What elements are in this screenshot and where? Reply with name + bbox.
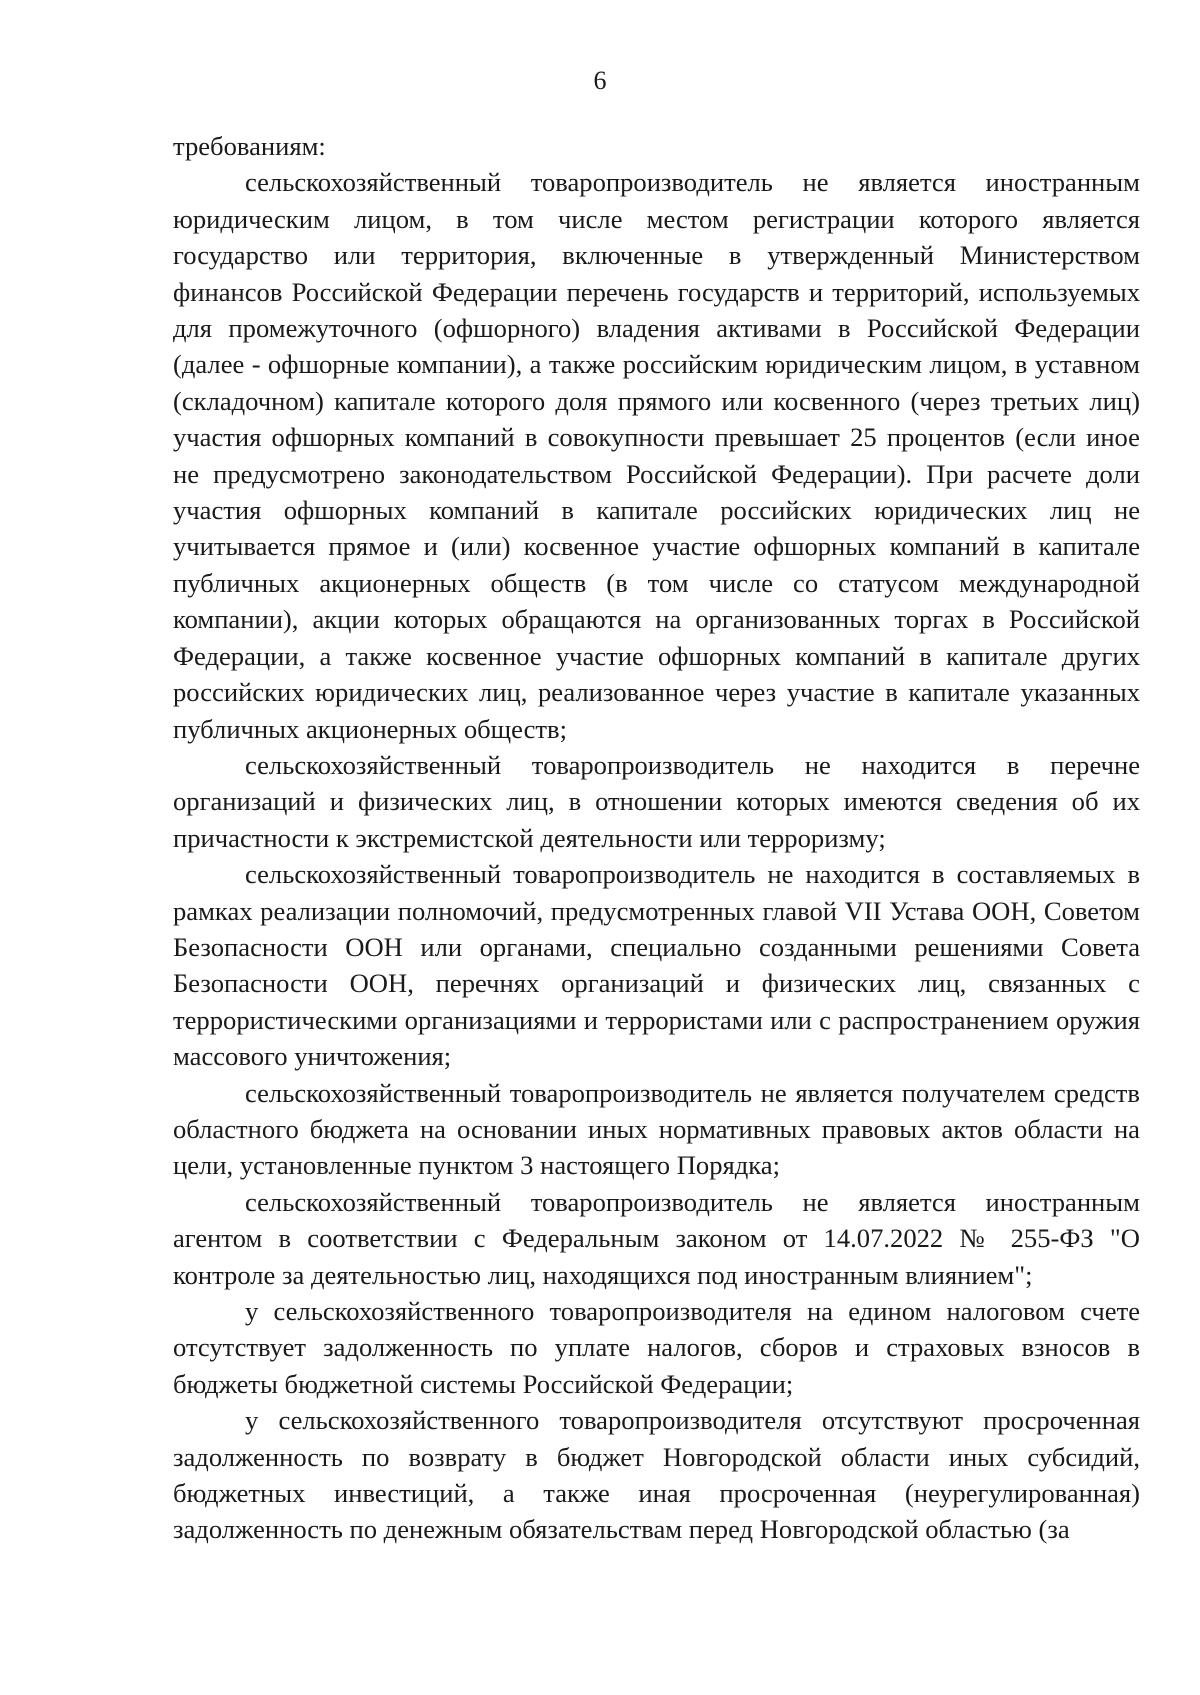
paragraph-extremism-list: сельскохозяйственный товаропроизводитель не находится в перечне организаций и физических лиц, в отношении которых имеются сведения об их причастности к экстремистской деятельности или терроризму; xyxy=(173,749,1140,853)
paragraph-offshore-requirement: сельскохозяйственный товаропроизводитель не является иностранным юридическим лицом, в том числе местом регистрации которого является государство или территория, включенные в утвержденный Министерством финансов Российской Федерации перечень государств и территорий, используемых для промежуточного (офшорного) владения активами в Российской Федерации (далее - офшорные компании), а также российским юридическим лицом, в уставном (складочном) капитале которого доля прямого или косвенного (через третьих лиц) участия офшорных компаний в совокупности превышает 25 процентов (если иное не предусмотрено законодательством Российской Федерации). При расчете доли участия офшорных компаний в капитале российских юридических лиц не учитывается прямое и (или) косвенное участие офшорных компаний в капитале публичных акционерных обществ (в том числе со статусом международной компании), акции которых обращаются на организованных торгах в Российской Федерации, а также косвенное участие офшорных компаний в капитале других российских юридических лиц, реализованное через участие в капитале указанных публичных акционерных обществ; xyxy=(173,167,1140,744)
document-body xyxy=(173,128,1140,1548)
paragraph-overdue-debt: у сельскохозяйственного товаропроизводителя отсутствуют просроченная задолженность по возврату в бюджет Новгородской области иных субсидий, бюджетных инвестиций, а также иная просроченная (неурегулированная) задолженность по денежным обязательствам перед Новгородской областью (за xyxy=(173,1405,1140,1545)
paragraph-foreign-agent: сельскохозяйственный товаропроизводитель не является иностранным агентом в соответствии с Федеральным законом от 14.07.2022 № 255-ФЗ "О контроле за деятельностью лиц, находящихся под иностранным влиянием"; xyxy=(173,1186,1140,1290)
paragraph-other-budget-funds: сельскохозяйственный товаропроизводитель не является получателем средств областного бюджета на основании иных нормативных правовых актов области на цели, установленные пунктом 3 настоящего Порядка; xyxy=(173,1077,1140,1181)
paragraph-tax-debt: у сельскохозяйственного товаропроизводителя на едином налоговом счете отсутствует задолженность по уплате налогов, сборов и страховых взносов в бюджеты бюджетной системы Российской Федерации; xyxy=(173,1296,1140,1399)
page-number: 6 xyxy=(593,66,607,95)
paragraph-un-sanctions-list: сельскохозяйственный товаропроизводитель не находится в составляемых в рамках реализации полномочий, предусмотренных главой VII Устава ООН, Советом Безопасности ООН или органами, специально созданными решениями Совета Безопасности ООН, перечнях организаций и физических лиц, связанных с террористическими организациями и террористами или с распространением оружия массового уничтожения; xyxy=(173,859,1140,1072)
paragraph-continuation: требованиям: xyxy=(173,131,326,161)
